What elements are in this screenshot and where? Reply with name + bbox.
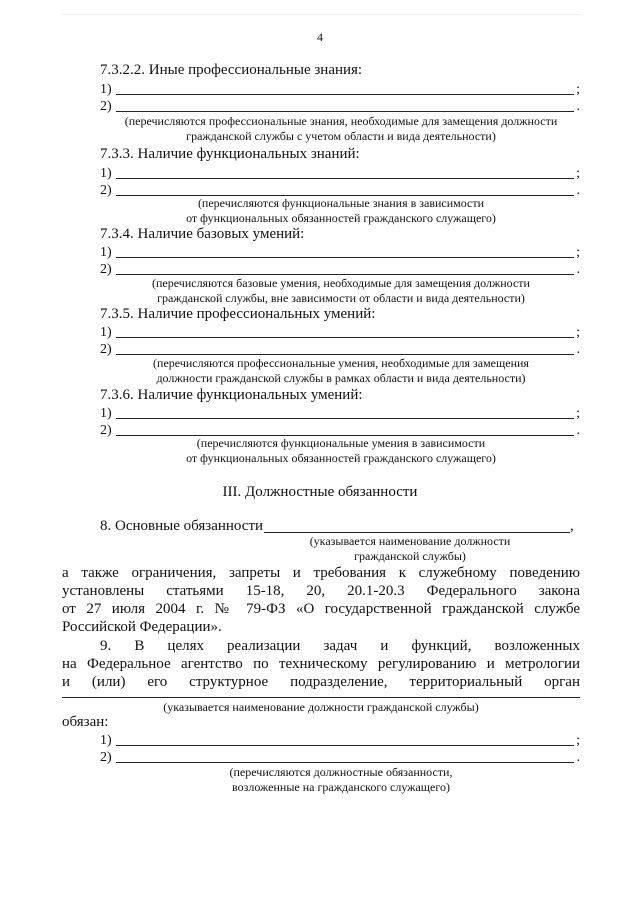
line-number: 1) — [100, 406, 112, 421]
paragraph-line: на Федеральное агентство по техническому регулированию и метрологии — [62, 656, 580, 672]
hint-line: должности гражданской службы в рамках области и вида деятельности) — [156, 371, 526, 385]
line-punct: ; — [576, 733, 580, 748]
obligated-label: обязан: — [62, 714, 109, 730]
line-number: 2) — [100, 750, 112, 765]
blank-line — [116, 274, 574, 275]
scan-edge — [62, 14, 582, 15]
fill-line-1 — [100, 323, 580, 341]
line-punct: ; — [576, 245, 580, 260]
blank-line — [116, 354, 574, 355]
fill-line-1 — [100, 80, 580, 98]
paragraph-line: а также ограничения, запреты и требования к служебному поведению — [62, 565, 580, 581]
blank-line — [116, 745, 574, 746]
hint-line: (указывается наименование должности — [309, 534, 511, 548]
blank-line — [62, 697, 580, 698]
hint-note: (указывается наименование должности гражданской службы) — [163, 700, 479, 714]
hint-note — [96, 276, 586, 306]
line-punct: . — [576, 183, 580, 198]
heading-7-3-2-2: 7.3.2.2. Иные профессиональные знания: — [100, 62, 363, 78]
line-punct: , — [570, 518, 574, 534]
blank-line — [116, 418, 574, 419]
hint-line: (перечисляются функциональные знания в зависимости — [197, 196, 485, 210]
line-number: 1) — [100, 245, 112, 260]
hint-line: (перечисляются профессиональные знания, необходимые для замещения должности — [124, 114, 558, 128]
heading-7-3-4: 7.3.4. Наличие базовых умений: — [100, 226, 305, 242]
hint-line: гражданской службы, вне зависимости от области и вида деятельности) — [157, 291, 525, 305]
blank-line — [116, 178, 574, 179]
line-punct: ; — [576, 325, 580, 340]
heading-7-3-5: 7.3.5. Наличие профессиональных умений: — [100, 306, 376, 322]
fill-line-1 — [100, 243, 580, 261]
line-number: 2) — [100, 262, 112, 277]
line-number: 1) — [100, 82, 112, 97]
line-number: 1) — [100, 325, 112, 340]
hint-note — [96, 436, 586, 466]
line-number: 1) — [100, 733, 112, 748]
hint-line: (перечисляются базовые умения, необходимые для замещения должности — [152, 276, 530, 290]
line-punct: . — [576, 750, 580, 765]
line-punct: . — [576, 423, 580, 438]
hint-line: (перечисляются должностные обязанности, — [229, 765, 453, 779]
blank-line — [116, 762, 574, 763]
fill-line-2 — [100, 97, 580, 115]
hint-line: от функциональных обязанностей гражданского служащего) — [186, 451, 496, 465]
heading-7-3-3: 7.3.3. Наличие функциональных знаний: — [100, 146, 360, 162]
line-number: 2) — [100, 183, 112, 198]
blank-line — [116, 257, 574, 258]
page-number: 4 — [317, 30, 323, 44]
hint-line: (перечисляются профессиональные умения, необходимые для замещения — [153, 356, 529, 370]
blank-line — [116, 337, 574, 338]
paragraph-line: 9. В целях реализации задач и функций, возложенных — [100, 638, 580, 654]
line-punct: . — [576, 99, 580, 114]
item-8-label: 8. Основные обязанности — [100, 518, 264, 534]
hint-line: (перечисляются функциональные умения в зависимости — [196, 436, 486, 450]
fill-line-1 — [100, 731, 580, 749]
paragraph-line: Российской Федерации». — [62, 619, 222, 635]
hint-note — [250, 534, 570, 564]
hint-line: гражданской службы с учетом области и вида деятельности) — [186, 129, 496, 143]
line-number: 2) — [100, 342, 112, 357]
line-punct: . — [576, 342, 580, 357]
fill-line-1 — [100, 404, 580, 422]
blank-line — [116, 94, 574, 95]
line-number: 2) — [100, 423, 112, 438]
line-punct: ; — [576, 406, 580, 421]
blank-line — [264, 532, 570, 533]
paragraph-line: установлены статьями 15-18, 20, 20.1-20.3 Федерального закона — [62, 583, 580, 599]
hint-note — [96, 114, 586, 144]
hint-note — [96, 356, 586, 386]
line-punct: ; — [576, 82, 580, 97]
fill-line-1 — [100, 164, 580, 182]
hint-line: возложенные на гражданского служащего) — [232, 780, 450, 794]
line-punct: . — [576, 262, 580, 277]
paragraph-line: и (или) его структурное подразделение, территориальный орган — [62, 674, 580, 690]
hint-line: гражданской службы) — [354, 549, 466, 563]
line-number: 2) — [100, 99, 112, 114]
line-number: 1) — [100, 166, 112, 181]
heading-7-3-6: 7.3.6. Наличие функциональных умений: — [100, 387, 363, 403]
hint-note — [96, 765, 586, 795]
hint-note — [96, 196, 586, 226]
fill-line-2 — [100, 748, 580, 766]
section-title: III. Должностные обязанности — [222, 484, 418, 500]
line-punct: ; — [576, 166, 580, 181]
paragraph-line: от 27 июля 2004 г. № 79-ФЗ «О государственной гражданской службе — [62, 601, 580, 617]
blank-line — [116, 111, 574, 112]
hint-line: от функциональных обязанностей гражданского служащего) — [186, 211, 496, 225]
